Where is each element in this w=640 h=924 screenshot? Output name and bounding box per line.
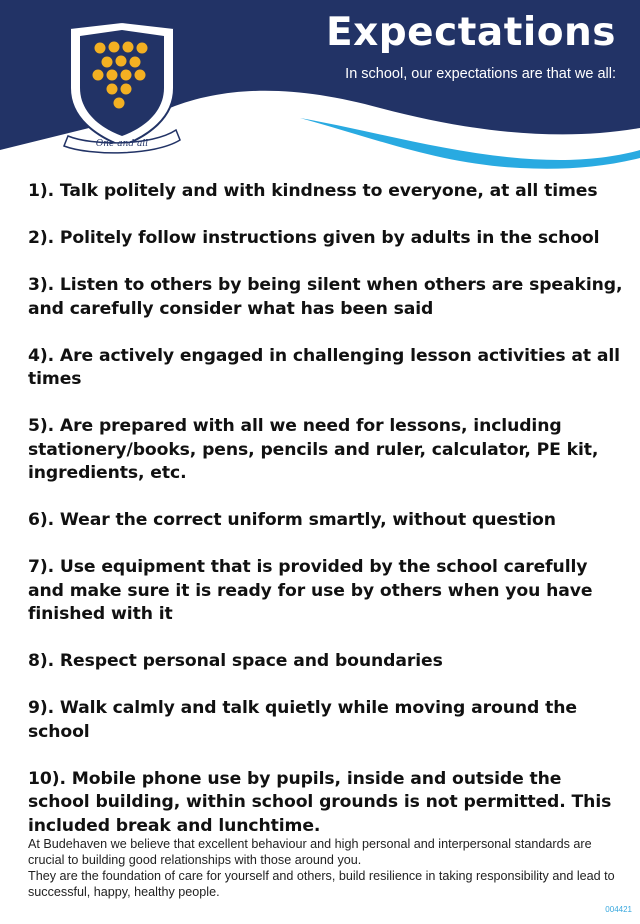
expectation-item: 10). Mobile phone use by pupils, inside and outside the school building, within school grounds is not permitted. This included break and lunchtime. [28,768,612,836]
expectation-item: 7). Use equipment that is provided by the school carefully and make sure it is ready for use by others when you have finished with it [28,557,593,624]
expectation-item: 5). Are prepared with all we need for lessons, including stationery/books, pens, pencils and ruler, calculator, PE kit, ingredients, etc. [28,416,599,483]
footer-line: At Budehaven we believe that excellent behaviour and high personal and interpersonal standards are crucial to building good relationships with those around you. [28,837,592,867]
expectation-item: 6). Wear the correct uniform smartly, without question [28,510,556,530]
expectation-item: 3). Listen to others by being silent when others are speaking, and carefully consider what has been said [28,275,623,319]
footer-line: They are the foundation of care for yourself and others, build resilience in taking responsibility and lead to successful, happy, healthy people. [28,869,615,899]
expectation-item: 8). Respect personal space and boundaries [28,651,443,671]
header-banner [0,0,640,170]
expectation-item: 9). Walk calmly and talk quietly while moving around the school [28,698,577,742]
expectation-item: 2). Politely follow instructions given by adults in the school [28,228,600,248]
page-subtitle: In school, our expectations are that we all: [345,66,616,82]
crest-motto: One and all [95,139,149,149]
school-crest-logo [62,18,182,156]
footer-statement [28,836,618,900]
page-title: Expectations [325,10,616,55]
expectation-item: 4). Are actively engaged in challenging lesson activities at all times [28,345,620,389]
document-code: 004421 [605,905,632,914]
expectation-item: 1). Talk politely and with kindness to everyone, at all times [28,181,598,201]
expectations-list [28,180,628,862]
